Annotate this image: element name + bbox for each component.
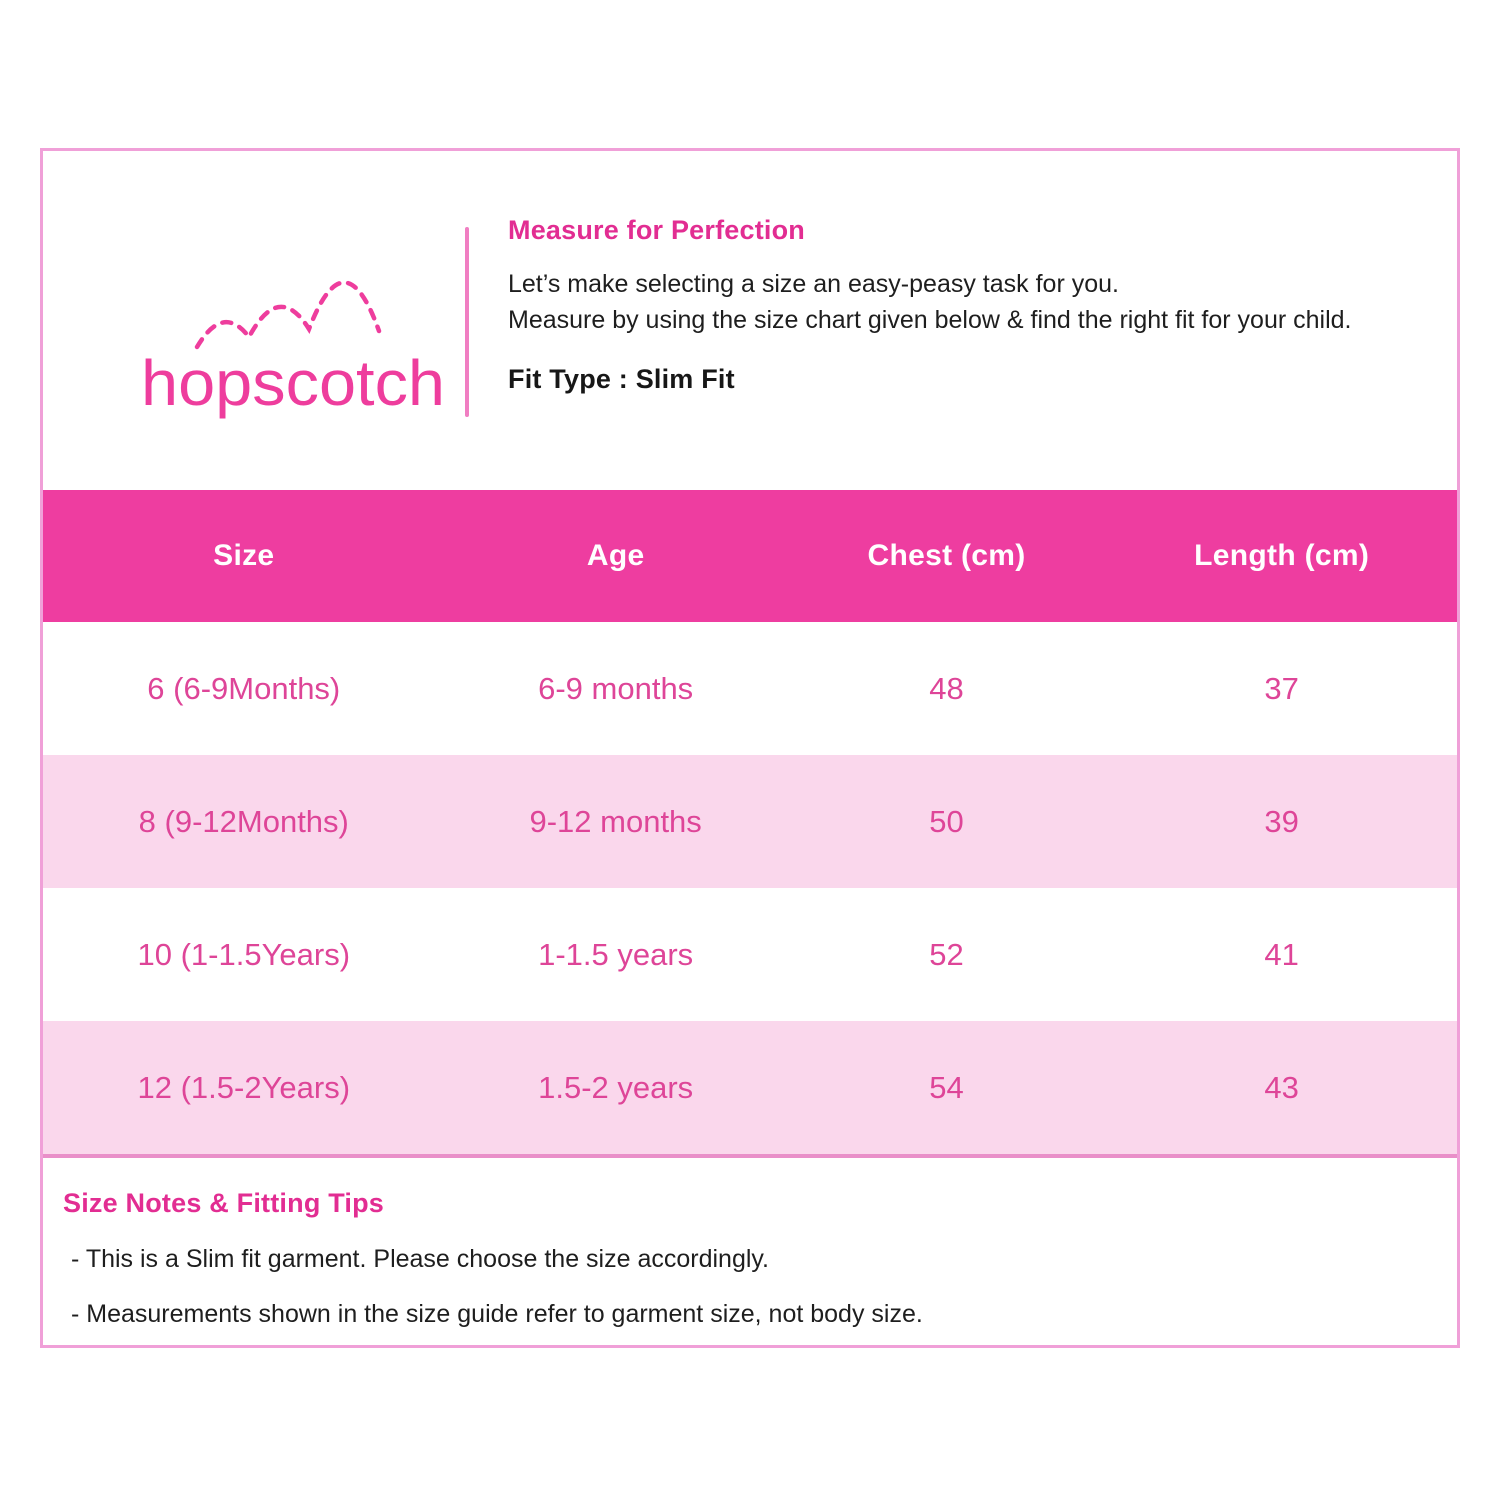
table-cell-length: 39 <box>1264 803 1299 839</box>
header-cell-size: Size <box>213 539 275 572</box>
table-cell-age: 1-1.5 years <box>538 936 694 972</box>
fit-type-label: Fit Type : Slim Fit <box>508 364 735 394</box>
table-cell-chest: 50 <box>929 803 964 839</box>
hopscotch-logo-text: hopscotch <box>141 347 445 419</box>
table-cell-size: 12 (1.5-2Years) <box>137 1069 351 1105</box>
table-cell-size: 6 (6-9Months) <box>147 670 341 706</box>
table-cell-size: 10 (1-1.5Years) <box>137 936 351 972</box>
size-table <box>43 490 1457 1154</box>
table-row <box>43 888 1457 1021</box>
table-cell-chest: 52 <box>929 936 964 972</box>
hopscotch-logo <box>125 243 461 443</box>
hopscotch-logo-graphic <box>125 243 461 443</box>
table-cell-chest: 48 <box>929 670 964 706</box>
note-item: - This is a Slim fit garment. Please choose the size accordingly. <box>71 1245 769 1273</box>
intro-text <box>508 266 1388 338</box>
notes-title: Size Notes & Fitting Tips <box>63 1188 385 1218</box>
note-item: - Measurements shown in the size guide refer to garment size, not body size. <box>71 1300 923 1328</box>
header-cell-chest: Chest (cm) <box>867 539 1026 572</box>
intro-line-2: Measure by using the size chart given below & find the right fit for your child. <box>508 306 1352 334</box>
table-row <box>43 622 1457 755</box>
table-cell-age: 9-12 months <box>529 803 702 839</box>
intro-block <box>508 215 1408 395</box>
header-cell-age: Age <box>586 539 645 572</box>
table-cell-chest: 54 <box>929 1069 964 1105</box>
table-cell-length: 43 <box>1264 1069 1299 1105</box>
table-cell-size: 8 (9-12Months) <box>138 803 349 839</box>
table-cell-length: 37 <box>1264 670 1299 706</box>
intro-title: Measure for Perfection <box>508 215 805 245</box>
table-row <box>43 1021 1457 1154</box>
hopscotch-dotted-arcs-icon <box>197 282 379 347</box>
table-cell-length: 41 <box>1264 936 1299 972</box>
intro-line-1: Let’s make selecting a size an easy-peasy task for you. <box>508 270 1119 298</box>
table-row <box>43 755 1457 888</box>
header-cell-length: Length (cm) <box>1194 539 1370 572</box>
table-cell-age: 6-9 months <box>538 670 694 706</box>
table-header-row <box>43 490 1457 622</box>
notes-section <box>43 1158 1457 1345</box>
vertical-divider <box>465 227 469 417</box>
size-chart-card <box>40 148 1460 1348</box>
table-cell-age: 1.5-2 years <box>538 1069 694 1105</box>
